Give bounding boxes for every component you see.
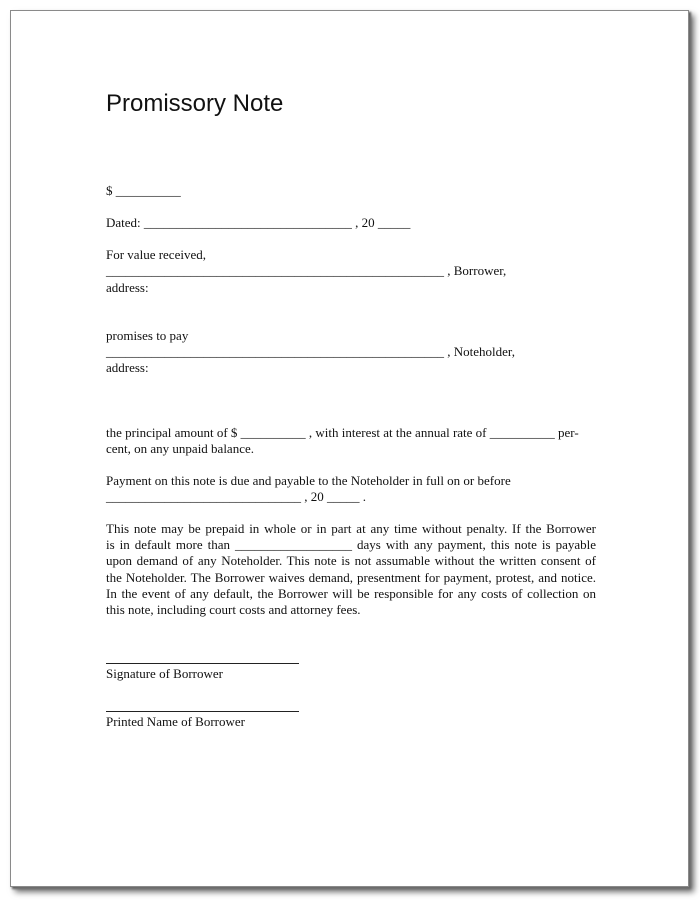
terms-line: this note, including court costs and attorney fees. <box>106 602 361 618</box>
payment-line-2: ______________________________ , 20 _____ . <box>106 489 366 504</box>
payment-line-1: Payment on this note is due and payable to the Noteholder in full on or before <box>106 473 511 488</box>
borrower-address-label: address: <box>106 280 149 295</box>
terms-line: is in default more than __________________ days with any payment, this note is payable <box>106 537 596 553</box>
noteholder-line: ____________________________________________________ , Noteholder, <box>106 344 515 359</box>
terms-paragraph <box>106 521 596 618</box>
page-title: Promissory Note <box>106 90 284 117</box>
printed-name-label: Printed Name of Borrower <box>106 714 245 729</box>
dated-line: Dated: ________________________________ , 20 _____ <box>106 215 411 230</box>
signature-line <box>106 663 299 664</box>
borrower-line: ____________________________________________________ , Borrower, <box>106 263 507 278</box>
amount-line: $ __________ <box>106 183 181 198</box>
promises-text: promises to pay <box>106 328 189 343</box>
noteholder-address-label: address: <box>106 360 149 375</box>
terms-line: This note may be prepaid in whole or in part at any time without penalty. If the Borrower <box>106 521 596 536</box>
terms-line: the Noteholder. The Borrower waives demand, presentment for payment, protest, and notice. <box>106 569 596 585</box>
terms-line: In the event of any default, the Borrower will be responsible for any costs of collection on <box>106 585 596 601</box>
printed-name-line <box>106 711 299 712</box>
principal-line-2: cent, on any unpaid balance. <box>106 441 254 456</box>
terms-line: upon demand of any Noteholder. This note is not assumable without the written consent of <box>106 553 596 569</box>
signature-label: Signature of Borrower <box>106 666 223 681</box>
for-value-text: For value received, <box>106 247 206 262</box>
principal-line-1: the principal amount of $ __________ , with interest at the annual rate of __________ per- <box>106 425 579 440</box>
